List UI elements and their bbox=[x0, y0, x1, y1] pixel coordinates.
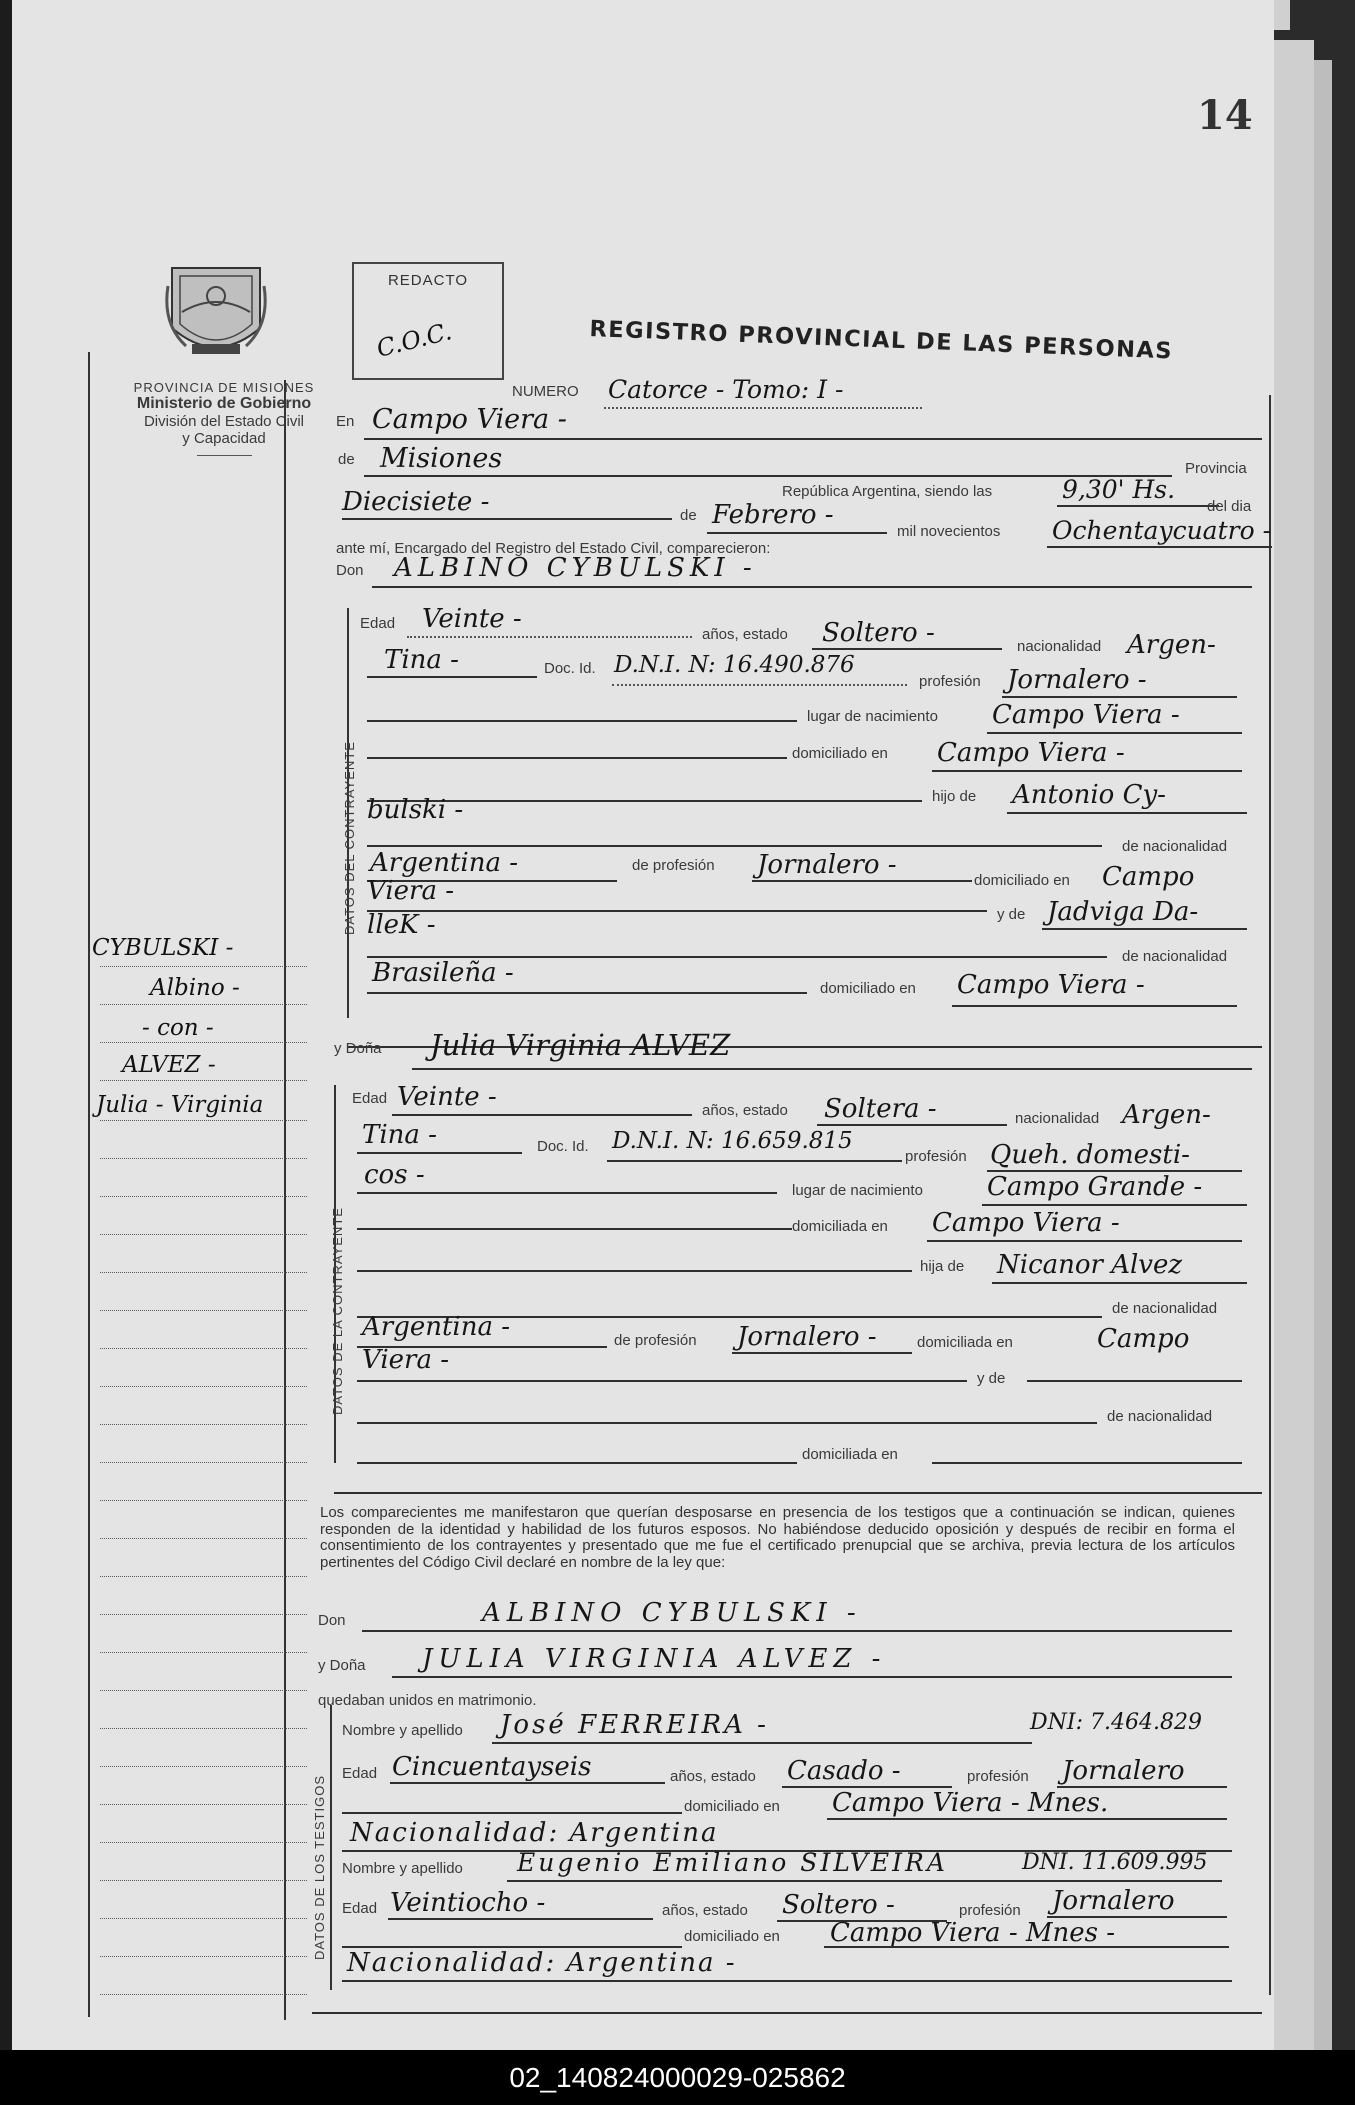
contrayenta-padre-nac: Argentina - bbox=[362, 1312, 511, 1342]
contrayenta-section-label: DATOS DE LA CONTRAYENTE bbox=[330, 1207, 345, 1415]
testigo1-nacionalidad: Nacionalidad: Argentina bbox=[350, 1818, 719, 1848]
contrayenta-edad-label: Edad bbox=[352, 1090, 388, 1107]
declaration-closing: quedaban unidos en matrimonio. bbox=[318, 1692, 537, 1709]
testigo2-nombre-line bbox=[507, 1880, 1222, 1882]
contrayenta-profesion-cont-line bbox=[357, 1192, 777, 1194]
mes-line bbox=[707, 532, 887, 534]
declaration-don-line bbox=[362, 1630, 1232, 1632]
declaration-don-value: ALBINO CYBULSKI - bbox=[482, 1598, 862, 1628]
margin-ruled-line bbox=[100, 1042, 307, 1043]
contrayente-nac-cont-line bbox=[367, 676, 537, 678]
testigo2-estado: Soltero - bbox=[782, 1890, 895, 1920]
testigo1-dom: Campo Viera - Mnes. bbox=[832, 1788, 1109, 1818]
testigo1-dom-blank bbox=[342, 1812, 682, 1814]
contrayenta-nacionalidad-label: nacionalidad bbox=[1015, 1110, 1100, 1127]
don-label: Don bbox=[336, 562, 364, 579]
contrayenta-madre-nac-label: de nacionalidad bbox=[1107, 1408, 1213, 1425]
legal-paragraph: Los comparecientes me manifestaron que querían desposarse en presencia de los testigos que a continuación se indican, quienes responden de la identidad y habilidad de los futuros esposos. No habiéndose deducido oposición y después de recibir en forma el consentimiento de los contrayentes y presentado que me fue el certificado prenupcial que se archiva, previa lectura de los artículos pertinentes del Código Civil declaré en nombre de la ley que: bbox=[320, 1504, 1235, 1571]
mes-value: Febrero - bbox=[712, 500, 834, 530]
contrayente-doc-label: Doc. Id. bbox=[544, 660, 596, 677]
contrayenta-estado-label: años, estado bbox=[702, 1102, 788, 1119]
margin-ruled-line bbox=[100, 1804, 307, 1805]
redacto-initials: C.O.C. bbox=[373, 317, 455, 363]
agency-divider bbox=[197, 455, 252, 456]
anio-line bbox=[1047, 546, 1272, 548]
dona-label: y Doña bbox=[334, 1040, 382, 1057]
contrayenta-padre-line bbox=[992, 1282, 1247, 1284]
testigo1-edad-line bbox=[390, 1782, 665, 1784]
margin-ruled-line bbox=[100, 1120, 307, 1121]
contrayente-padre-dom-cont-line bbox=[367, 910, 987, 912]
contrayente-edad-value: Veinte - bbox=[422, 604, 522, 634]
margin-ruled-line bbox=[100, 1766, 307, 1767]
margin-ruled-line bbox=[100, 1614, 307, 1615]
testigo1-edad: Cincuentayseis bbox=[392, 1752, 592, 1782]
contrayente-name-line bbox=[372, 586, 1252, 588]
page-number: 14 bbox=[1197, 92, 1253, 139]
contrayente-profesion-line bbox=[1002, 696, 1237, 698]
contrayenta-lugar-line bbox=[982, 1204, 1247, 1206]
contrayente-padre-cont-line bbox=[367, 845, 1102, 847]
contrayente-domicilio-blank bbox=[367, 757, 787, 759]
del-dia-label: del dia bbox=[1207, 498, 1252, 515]
contrayenta-lugar-value: Campo Grande - bbox=[987, 1172, 1203, 1202]
declaration-dona-line bbox=[392, 1676, 1232, 1678]
contrayenta-domicilio-value: Campo Viera - bbox=[932, 1208, 1120, 1238]
contrayenta-padre-dom: Campo bbox=[1097, 1324, 1190, 1354]
contrayente-padre-dom-label: domiciliado en bbox=[974, 872, 1070, 889]
margin-ruled-line bbox=[100, 1576, 307, 1577]
provincia-label: Provincia bbox=[1185, 460, 1247, 477]
contrayente-madre-cont: lleK - bbox=[367, 910, 436, 940]
contrayenta-domicilio-blank bbox=[357, 1228, 792, 1230]
testigo1-estado: Casado - bbox=[787, 1756, 901, 1786]
hora-line bbox=[1057, 505, 1219, 507]
contrayenta-padre-prof-label: de profesión bbox=[614, 1332, 697, 1349]
contrayenta-edad-line bbox=[392, 1114, 692, 1116]
declaration-don-label: Don bbox=[318, 1612, 346, 1629]
contrayenta-domicilio-label: domiciliada en bbox=[792, 1218, 888, 1235]
contrayente-estado-label: años, estado bbox=[702, 626, 788, 643]
contrayente-hijo-label: hijo de bbox=[932, 788, 977, 805]
margin-ruled-line bbox=[100, 1348, 307, 1349]
contrayenta-name-line bbox=[412, 1068, 1252, 1070]
contrayente-padre-prof-line bbox=[752, 880, 972, 882]
declaration-dona-label: y Doña bbox=[318, 1657, 366, 1674]
page-stack-edge bbox=[1274, 40, 1314, 2050]
contrayente-edad-label: Edad bbox=[360, 615, 396, 632]
contrayente-padre-value: Antonio Cy- bbox=[1012, 780, 1166, 810]
margin-ruled-line bbox=[100, 1080, 307, 1081]
issuing-agency bbox=[104, 380, 344, 456]
ante-text: ante mí, Encargado del Registro del Estado Civil, comparecieron: bbox=[336, 540, 771, 557]
agency-division: División del Estado Civil bbox=[143, 413, 305, 430]
margin-ruled-line bbox=[100, 1918, 307, 1919]
margin-ruled-line bbox=[100, 1652, 307, 1653]
contrayente-lugar-line bbox=[987, 732, 1242, 734]
de-value: Misiones bbox=[380, 443, 503, 474]
contrayente-madre-line bbox=[1042, 928, 1247, 930]
margin-given-name: Albino - bbox=[150, 975, 240, 1001]
margin-ruled-line bbox=[100, 1196, 307, 1197]
dia-line bbox=[342, 518, 672, 520]
margin-ruled-line bbox=[100, 1690, 307, 1691]
margin-ruled-line bbox=[100, 1880, 307, 1881]
contrayente-nacionalidad-cont: Tina - bbox=[384, 645, 459, 675]
contrayente-domicilio-label: domiciliado en bbox=[792, 745, 888, 762]
contrayenta-box-bottom bbox=[334, 1492, 1262, 1494]
contrayente-madre-nac-line bbox=[367, 992, 807, 994]
contrayente-domicilio-line bbox=[932, 770, 1242, 772]
contrayenta-name: Julia Virginia ALVEZ bbox=[430, 1028, 731, 1062]
contrayente-padre-prof-label: de profesión bbox=[632, 857, 715, 874]
numero-line bbox=[604, 407, 922, 409]
numero-value: Catorce - Tomo: I - bbox=[608, 375, 844, 404]
contrayente-doc-value: D.N.I. N: 16.490.876 bbox=[614, 652, 855, 678]
contrayente-estado-line bbox=[812, 648, 1002, 650]
testigo1-nombre-label: Nombre y apellido bbox=[342, 1722, 463, 1739]
numero-label: NUMERO bbox=[512, 383, 579, 400]
contrayente-padre-nac-label: de nacionalidad bbox=[1122, 838, 1228, 855]
contrayenta-domicilio-line bbox=[927, 1240, 1242, 1242]
testigo1-nombre: José FERREIRA - bbox=[500, 1710, 769, 1740]
contrayenta-nac-cont-line bbox=[357, 1152, 522, 1154]
contrayenta-profesion-label: profesión bbox=[905, 1148, 967, 1165]
testigos-section-label: DATOS DE LOS TESTIGOS bbox=[312, 1775, 327, 1960]
margin-ruled-line bbox=[100, 1234, 307, 1235]
contrayenta-madre-line bbox=[1027, 1380, 1242, 1382]
contrayenta-padre-dom-cont: Viera - bbox=[362, 1345, 450, 1375]
margin-rule bbox=[88, 352, 90, 2017]
margin-ruled-line bbox=[100, 1728, 307, 1729]
contrayenta-nacionalidad-cont: Tina - bbox=[362, 1120, 437, 1150]
de-label: de bbox=[338, 451, 355, 468]
contrayente-nacionalidad-label: nacionalidad bbox=[1017, 638, 1102, 655]
contrayenta-padre-prof: Jornalero - bbox=[737, 1322, 877, 1352]
contrayenta-estado-line bbox=[817, 1124, 1007, 1126]
contrayenta-madre-blank bbox=[357, 1422, 1097, 1424]
agency-province: PROVINCIA DE MISIONES bbox=[133, 380, 315, 395]
register-page bbox=[12, 0, 1274, 2050]
margin-ruled-line bbox=[100, 1956, 307, 1957]
contrayenta-doc-line bbox=[607, 1160, 902, 1162]
margin-ruled-line bbox=[100, 1158, 307, 1159]
testigo2-dom-line bbox=[824, 1946, 1229, 1948]
scan-background-left bbox=[0, 0, 12, 2105]
testigo2-edad-label: Edad bbox=[342, 1900, 378, 1917]
testigo2-prof: Jornalero bbox=[1052, 1886, 1175, 1916]
redacto-label: REDACTO bbox=[387, 272, 469, 289]
en-line bbox=[364, 438, 1262, 440]
testigo2-prof-label: profesión bbox=[959, 1902, 1021, 1919]
testigo2-nacionalidad: Nacionalidad: Argentina - bbox=[347, 1948, 737, 1978]
margin-ruled-line bbox=[100, 1310, 307, 1311]
margin-ruled-line bbox=[100, 966, 307, 967]
de-line bbox=[364, 475, 1172, 477]
contrayenta-y-de-label: y de bbox=[977, 1370, 1006, 1387]
agency-ministry: Ministerio de Gobierno bbox=[136, 395, 312, 412]
contrayente-madre-nac: Brasileña - bbox=[372, 958, 514, 988]
testigo2-nac-line bbox=[342, 1980, 1232, 1982]
de2-label: de bbox=[680, 507, 697, 524]
testigo2-dom-label: domiciliado en bbox=[684, 1928, 780, 1945]
margin-ruled-line bbox=[100, 1842, 307, 1843]
testigo2-estado-label: años, estado bbox=[662, 1902, 748, 1919]
testigo2-dni: DNI. 11.609.995 bbox=[1022, 1850, 1208, 1875]
contrayente-padre-prof: Jornalero - bbox=[757, 850, 897, 880]
margin-ruled-line bbox=[100, 1386, 307, 1387]
contrayenta-madre-dom-line bbox=[932, 1462, 1242, 1464]
contrayente-domicilio-value: Campo Viera - bbox=[937, 738, 1125, 768]
contrayente-profesion-label: profesión bbox=[919, 673, 981, 690]
contrayenta-hija-label: hija de bbox=[920, 1258, 965, 1275]
contrayente-doc-line bbox=[612, 684, 907, 686]
en-label: En bbox=[336, 413, 355, 430]
form-left-rule bbox=[284, 380, 286, 2020]
contrayenta-madre-dom-blank bbox=[357, 1462, 797, 1464]
scan-file-id: 02_140824000029-025862 bbox=[0, 2050, 1355, 2105]
testigo2-dom: Campo Viera - Mnes - bbox=[830, 1918, 1116, 1948]
contrayenta-padre-nac-label: de nacionalidad bbox=[1112, 1300, 1218, 1317]
testigo1-prof-label: profesión bbox=[967, 1768, 1029, 1785]
margin-ruled-line bbox=[100, 1500, 307, 1501]
contrayente-padre-line bbox=[1007, 812, 1247, 814]
contrayente-lugar-value: Campo Viera - bbox=[992, 700, 1180, 730]
margin-ruled-line bbox=[100, 1994, 307, 1995]
agency-unit: y Capacidad bbox=[182, 430, 266, 447]
testigo1-dni: DNI: 7.464.829 bbox=[1030, 1710, 1202, 1735]
contrayenta-padre-prof-line bbox=[732, 1352, 912, 1354]
contrayenta-estado-value: Soltera - bbox=[824, 1094, 937, 1124]
en-value: Campo Viera - bbox=[372, 404, 567, 435]
contrayenta-nacionalidad-value: Argen- bbox=[1122, 1100, 1211, 1130]
provincial-crest-icon bbox=[162, 262, 270, 364]
page-stack-edge-outer bbox=[1314, 60, 1332, 2050]
contrayente-madre-value: Jadviga Da- bbox=[1047, 897, 1199, 927]
testigo1-edad-label: Edad bbox=[342, 1765, 378, 1782]
testigo1-nombre-line bbox=[492, 1742, 1032, 1744]
testigos-box-left bbox=[330, 1705, 332, 1990]
testigos-box-bottom bbox=[312, 2012, 1262, 2014]
contrayente-estado-value: Soltero - bbox=[822, 618, 935, 648]
contrayenta-edad-value: Veinte - bbox=[397, 1082, 497, 1112]
contrayente-padre-nac: Argentina - bbox=[370, 848, 519, 878]
mil-label: mil novecientos bbox=[897, 523, 1001, 540]
redacto-box bbox=[352, 262, 504, 380]
testigo2-edad-line bbox=[388, 1918, 653, 1920]
contrayente-y-de-label: y de bbox=[997, 906, 1026, 923]
contrayenta-doc-value: D.N.I. N: 16.659.815 bbox=[612, 1128, 853, 1154]
margin-ruled-line bbox=[100, 1004, 307, 1005]
republica-text: República Argentina, siendo las bbox=[782, 483, 993, 500]
margin-connector: - con - bbox=[142, 1015, 214, 1041]
contrayente-padre-dom-cont: Viera - bbox=[367, 876, 455, 906]
contrayenta-madre-dom-label: domiciliada en bbox=[802, 1446, 898, 1463]
margin-ruled-line bbox=[100, 1538, 307, 1539]
contrayente-lugar-label: lugar de nacimiento bbox=[807, 708, 938, 725]
testigo2-nombre: Eugenio Emiliano SILVEIRA bbox=[517, 1848, 948, 1877]
testigo2-edad: Veintiocho - bbox=[390, 1888, 546, 1918]
margin-ruled-line bbox=[100, 1424, 307, 1425]
contrayenta-lugar-label: lugar de nacimiento bbox=[792, 1182, 923, 1199]
contrayente-profesion-value: Jornalero - bbox=[1007, 665, 1147, 695]
contrayente-section-label: DATOS DEL CONTRAYENTE bbox=[342, 741, 357, 935]
contrayenta-hija-blank bbox=[357, 1270, 912, 1272]
contrayenta-profesion-cont: cos - bbox=[364, 1160, 425, 1190]
contrayenta-padre-dom-label: domiciliada en bbox=[917, 1334, 1013, 1351]
hora-value: 9,30' Hs. bbox=[1062, 475, 1176, 504]
anio-value: Ochentaycuatro - bbox=[1052, 516, 1272, 545]
margin-ruled-line bbox=[100, 1272, 307, 1273]
margin-bride-given-name: Julia - Virginia bbox=[96, 1092, 264, 1118]
contrayenta-profesion-value: Queh. domesti- bbox=[990, 1140, 1190, 1170]
form-right-rule bbox=[1269, 395, 1271, 1995]
contrayenta-doc-label: Doc. Id. bbox=[537, 1138, 589, 1155]
contrayente-padre-dom: Campo bbox=[1102, 862, 1195, 892]
contrayente-madre-dom-label: domiciliado en bbox=[820, 980, 916, 997]
margin-surname: CYBULSKI - bbox=[92, 935, 234, 961]
contrayente-madre-dom: Campo Viera - bbox=[957, 970, 1145, 1000]
testigo2-nombre-label: Nombre y apellido bbox=[342, 1860, 463, 1877]
contrayente-edad-line bbox=[407, 636, 692, 638]
contrayente-lugar-blank bbox=[367, 720, 797, 722]
testigo1-estado-label: años, estado bbox=[670, 1768, 756, 1785]
margin-ruled-line bbox=[100, 1462, 307, 1463]
testigo1-prof: Jornalero bbox=[1062, 1756, 1185, 1786]
margin-bride-surname: ALVEZ - bbox=[122, 1052, 216, 1078]
dia-value: Diecisiete - bbox=[342, 487, 490, 517]
contrayente-madre-nac-label: de nacionalidad bbox=[1122, 948, 1228, 965]
contrayenta-padre-value: Nicanor Alvez bbox=[997, 1250, 1183, 1280]
declaration-dona-value: JULIA VIRGINIA ALVEZ - bbox=[422, 1644, 887, 1674]
register-title: REGISTRO PROVINCIAL DE LAS PERSONAS bbox=[589, 316, 1174, 365]
contrayente-name: ALBINO CYBULSKI - bbox=[394, 553, 757, 583]
contrayente-madre-dom-line bbox=[952, 1005, 1237, 1007]
contrayenta-padre-dom-cont-line bbox=[357, 1380, 967, 1382]
contrayente-padre-cont: bulski - bbox=[367, 795, 464, 825]
testigo1-dom-line bbox=[827, 1818, 1227, 1820]
testigo1-dom-label: domiciliado en bbox=[684, 1798, 780, 1815]
contrayente-nacionalidad-value: Argen- bbox=[1127, 630, 1216, 660]
